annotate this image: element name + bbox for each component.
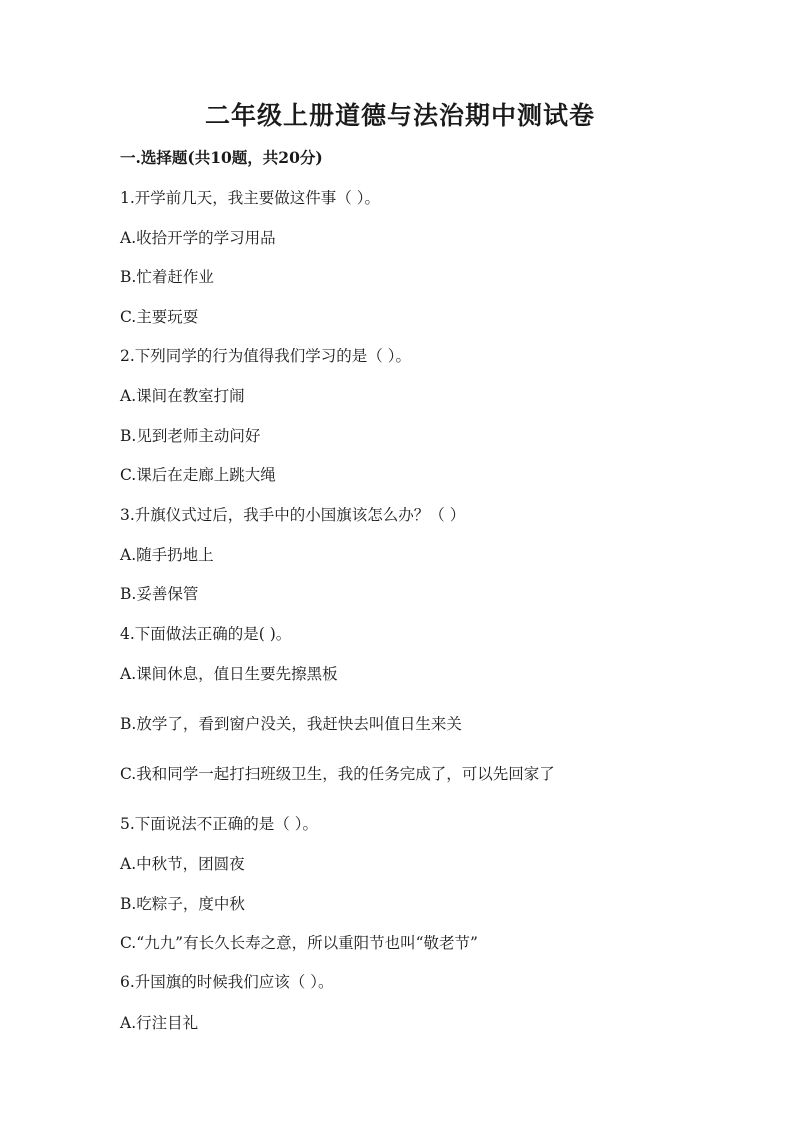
question-4-stem: 4.下面做法正确的是( )。	[120, 625, 292, 643]
question-1-stem: 1.开学前几天，我主要做这件事（ ）。	[120, 189, 380, 207]
question-6-stem: 6.升国旗的时候我们应该（ ）。	[120, 973, 334, 991]
question-6-option-a: A.行注目礼	[120, 1014, 199, 1032]
question-5-stem: 5.下面说法不正确的是（ ）。	[120, 815, 318, 833]
question-1-option-c: C.主要玩耍	[120, 308, 199, 326]
section-heading: 一.选择题(共10题，共20分)	[120, 148, 323, 167]
question-5-option-a: A.中秋节，团圆夜	[120, 855, 245, 873]
question-1-option-b: B.忙着赶作业	[120, 268, 214, 286]
question-2-stem: 2.下列同学的行为值得我们学习的是（ ）。	[120, 347, 411, 365]
question-4-option-c: C.我和同学一起打扫班级卫生，我的任务完成了，可以先回家了	[120, 765, 555, 783]
page-title: 二年级上册道德与法治期中测试卷	[204, 101, 595, 130]
question-1-option-a: A.收拾开学的学习用品	[120, 229, 276, 247]
question-3-option-b: B.妥善保管	[120, 585, 199, 603]
question-5-option-b: B.吃粽子，度中秋	[120, 895, 245, 913]
question-2-option-c: C.课后在走廊上跳大绳	[120, 466, 276, 484]
question-5-option-c: C.“九九”有长久长寿之意，所以重阳节也叫“敬老节”	[120, 934, 478, 952]
question-3-stem: 3.升旗仪式过后，我手中的小国旗该怎么办？（ ）	[120, 506, 466, 524]
question-2-option-a: A.课间在教室打闹	[120, 387, 245, 405]
question-4-option-b: B.放学了，看到窗户没关，我赶快去叫值日生来关	[120, 715, 462, 733]
question-4-option-a: A.课间休息，值日生要先擦黑板	[120, 665, 338, 683]
question-2-option-b: B.见到老师主动问好	[120, 427, 261, 445]
question-3-option-a: A.随手扔地上	[120, 546, 214, 564]
